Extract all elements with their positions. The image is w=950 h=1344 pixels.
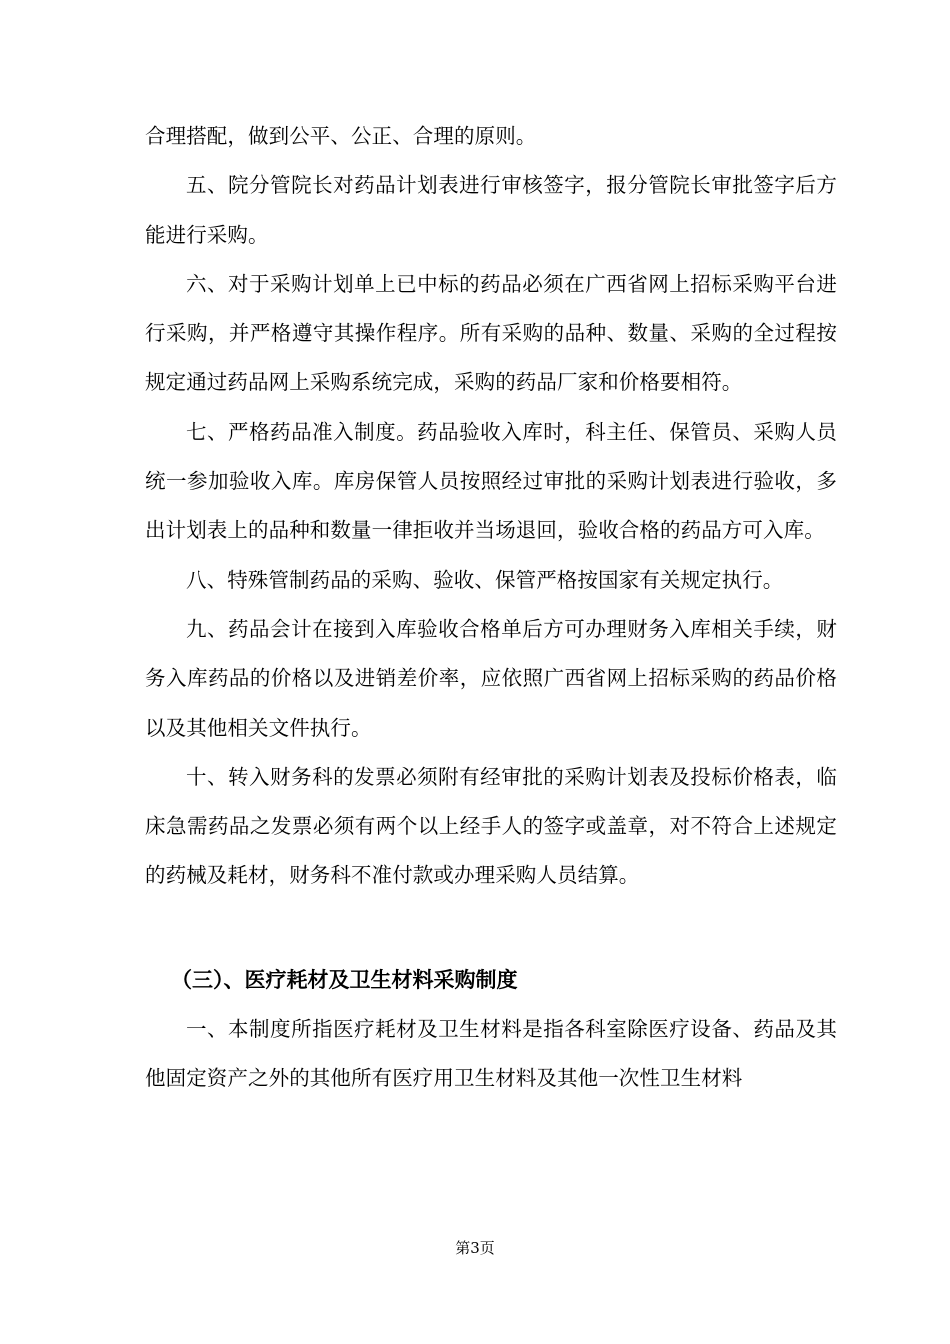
paragraph-item-10: 十、转入财务科的发票必须附有经审批的采购计划表及投标价格表，临床急需药品之发票必须有两个以上经手人的签字或盖章，对不符合上述规定的药械及耗材，财务科不准付款或办理采购人员结算。 bbox=[145, 764, 837, 888]
paragraph-item-5: 五、院分管院长对药品计划表进行审核签字，报分管院长审批签字后方能进行采购。 bbox=[145, 173, 837, 247]
section-heading: （三）、医疗耗材及卫生材料采购制度 bbox=[171, 967, 518, 992]
paragraph-section3-item-1: 一、本制度所指医疗耗材及卫生材料是指各科室除医疗设备、药品及其他固定资产之外的其他所有医疗用卫生材料及其他一次性卫生材料 bbox=[145, 1016, 837, 1091]
document-page bbox=[145, 112, 837, 1103]
paragraph-item-9: 九、药品会计在接到入库验收合格单后方可办理财务入库相关手续，财务入库药品的价格以及进销差价率，应依照广西省网上招标采购的药品价格以及其他相关文件执行。 bbox=[145, 616, 837, 740]
paragraph-item-8: 八、特殊管制药品的采购、验收、保管严格按国家有关规定执行。 bbox=[186, 567, 784, 592]
paragraph-item-6: 六、对于采购计划单上已中标的药品必须在广西省网上招标采购平台进行采购，并严格遵守其操作程序。所有采购的品种、数量、采购的全过程按规定通过药品网上采购系统完成，采购的药品厂家和价格要相符。 bbox=[145, 271, 837, 395]
paragraph-continuation: 合理搭配，做到公平、公正、合理的原则。 bbox=[145, 124, 537, 148]
paragraph-item-7: 七、严格药品准入制度。药品验收入库时，科主任、保管员、采购人员统一参加验收入库。库房保管人员按照经过审批的采购计划表进行验收，多出计划表上的品种和数量一律拒收并当场退回，验收合格的药品方可入库。 bbox=[145, 419, 837, 543]
page-number: 第3页 bbox=[455, 1239, 495, 1257]
